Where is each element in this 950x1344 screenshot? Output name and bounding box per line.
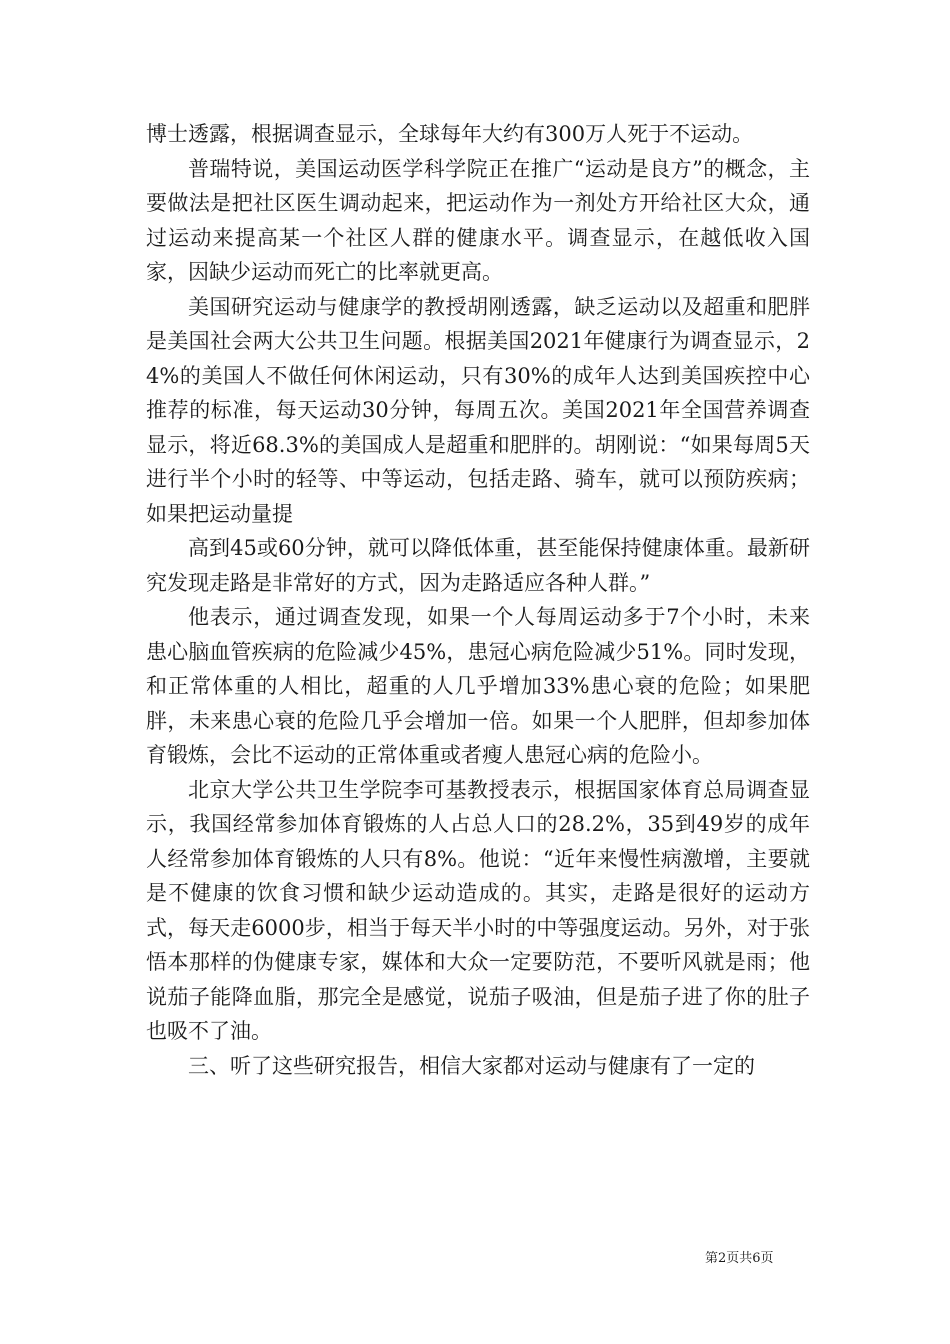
paragraph-4: 高到45或60分钟，就可以降低体重，甚至能保持健康体重。最新研究发现走路是非常好的方式，因为走路适应各种人群。”: [146, 536, 810, 595]
document-body: [146, 117, 810, 1083]
paragraph-1: 博士透露，根据调查显示，全球每年大约有300万人死于不运动。: [146, 122, 754, 146]
paragraph-7: 三、听了这些研究报告，相信大家都对运动与健康有了一定的: [188, 1053, 755, 1078]
paragraph-5: 他表示，通过调查发现，如果一个人每周运动多于7个小时，未来患心脑血管疾病的危险减少45%，患冠心病危险减少51%。同时发现，和正常体重的人相比，超重的人几乎增加33%患心衰的危险；如果肥胖，未来患心衰的危险几乎会增加一倍。如果一个人肥胖，但却参加体育锻炼，会比不运动的正常体重或者瘦人患冠心病的危险小。: [146, 605, 810, 767]
page-number: 第2页共6页: [705, 1251, 774, 1266]
paragraph-3: 美国研究运动与健康学的教授胡刚透露，缺乏运动以及超重和肥胖是美国社会两大公共卫生问题。根据美国2021年健康行为调查显示，24%的美国人不做任何休闲运动，只有30%的成年人达到美国疾控中心推荐的标准，每天运动30分钟，每周五次。美国2021年全国营养调查显示，将近68.3%的美国成人是超重和肥胖的。胡刚说：“如果每周5天进行半个小时的轻等、中等运动，包括走路、骑车，就可以预防疾病；如果把运动量提: [146, 294, 810, 526]
paragraph-2: 普瑞特说，美国运动医学科学院正在推广“运动是良方”的概念，主要做法是把社区医生调动起来，把运动作为一剂处方开给社区大众，通过运动来提高某一个社区人群的健康水平。调查显示，在越低收入国家，因缺少运动而死亡的比率就更高。: [146, 156, 810, 284]
paragraph-6: 北京大学公共卫生学院李可基教授表示，根据国家体育总局调查显示，我国经常参加体育锻炼的人占总人口的28.2%，35到49岁的成年人经常参加体育锻炼的人只有8%。他说：“近年来慢性病激增，主要就是不健康的饮食习惯和缺少运动造成的。其实，走路是很好的运动方式，每天走6000步，相当于每天半小时的中等强度运动。另外，对于张悟本那样的伪健康专家，媒体和大众一定要防范，不要听风就是雨；他说茄子能降血脂，那完全是感觉，说茄子吸油，但是茄子进了你的肚子也吸不了油。: [146, 777, 810, 1043]
